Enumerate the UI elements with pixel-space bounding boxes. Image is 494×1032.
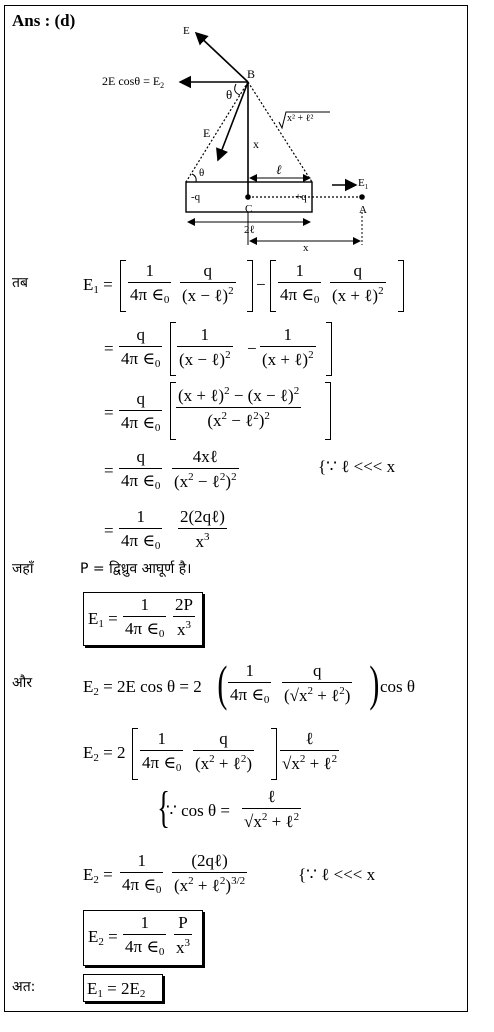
word-tab: तब: [12, 275, 28, 291]
label-plus-q: +q: [295, 191, 307, 203]
label-e2: 2E $\cos\theta = E_2$: [102, 74, 165, 90]
label-x-vertical: x: [253, 137, 259, 151]
label-2ell: 2ℓ: [244, 224, 255, 236]
label-hyp: x² + ℓ²: [287, 113, 314, 124]
word-aur: और: [12, 675, 33, 691]
label-theta-small: θ: [199, 167, 205, 179]
answer-label: Ans : (d): [12, 11, 76, 30]
label-ell: ℓ: [276, 162, 282, 177]
label-e-left: E: [203, 126, 211, 140]
dipole-definition: P = द्विध्रुव आघूर्ण है।: [80, 561, 192, 577]
word-jahan: जहाँ: [12, 561, 34, 577]
label-c: C: [245, 203, 253, 215]
label-x-bottom: x: [303, 242, 309, 254]
label-e-top: E: [183, 25, 190, 37]
field-arrow-left: [218, 82, 248, 160]
label-a: A: [359, 204, 367, 216]
field-arrow-top: [196, 33, 248, 82]
dipole-figure: [0, 0, 494, 260]
label-b: B: [247, 67, 256, 81]
word-atah: अत:: [12, 979, 36, 995]
label-e1: $E_1$: [358, 177, 369, 191]
label-minus-q: -q: [191, 191, 201, 203]
label-theta: θ: [226, 87, 233, 102]
final-result: $E_1 = 2E_2$: [87, 979, 146, 1000]
